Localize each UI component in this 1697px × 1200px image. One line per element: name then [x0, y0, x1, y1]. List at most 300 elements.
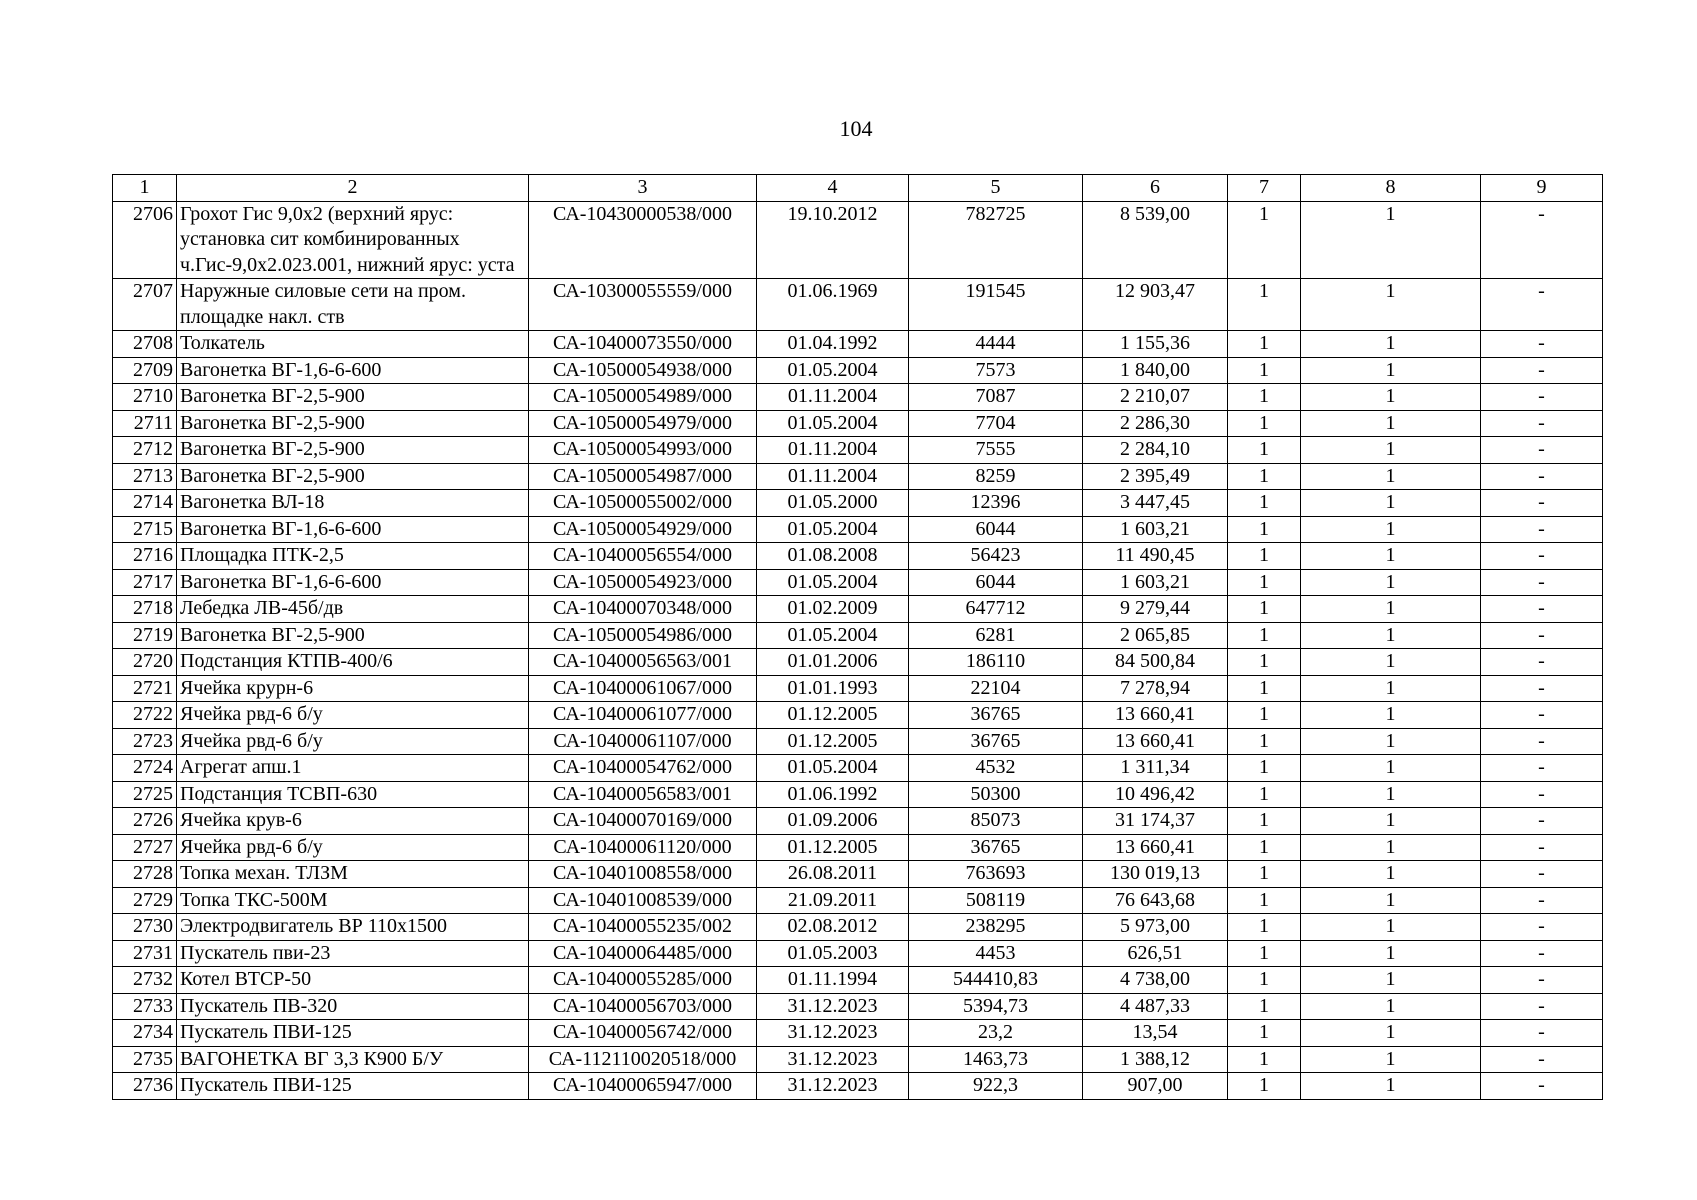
row-number: 2712 [113, 437, 177, 464]
quantity-value: 5394,73 [909, 993, 1083, 1020]
commission-date: 01.05.2004 [757, 569, 909, 596]
commission-date: 01.06.1992 [757, 781, 909, 808]
amount-value: 13 660,41 [1083, 834, 1228, 861]
quantity-value: 922,3 [909, 1073, 1083, 1100]
commission-date: 01.11.2004 [757, 384, 909, 411]
commission-date: 01.11.2004 [757, 437, 909, 464]
item-name: Пускатель пви-23 [177, 940, 529, 967]
quantity-value: 36765 [909, 702, 1083, 729]
row-number: 2722 [113, 702, 177, 729]
quantity-value: 7704 [909, 410, 1083, 437]
row-number: 2734 [113, 1020, 177, 1047]
quantity-value: 7555 [909, 437, 1083, 464]
commission-date: 01.11.2004 [757, 463, 909, 490]
commission-date: 01.08.2008 [757, 543, 909, 570]
row-number: 2727 [113, 834, 177, 861]
table-row [113, 914, 1603, 941]
item-name: Вагонетка ВГ-2,5-900 [177, 384, 529, 411]
table-row [113, 940, 1603, 967]
inventory-code: СА-10400061077/000 [529, 702, 757, 729]
col9-value: - [1481, 490, 1603, 517]
row-number: 2736 [113, 1073, 177, 1100]
col9-value: - [1481, 201, 1603, 279]
table-row [113, 331, 1603, 358]
col8-value: 1 [1301, 516, 1481, 543]
row-number: 2723 [113, 728, 177, 755]
inventory-code: СА-10400061067/000 [529, 675, 757, 702]
commission-date: 01.06.1969 [757, 279, 909, 331]
column-header: 5 [909, 175, 1083, 202]
row-number: 2715 [113, 516, 177, 543]
table-body [113, 201, 1603, 1099]
col8-value: 1 [1301, 384, 1481, 411]
column-header: 3 [529, 175, 757, 202]
item-name: Площадка ПТК-2,5 [177, 543, 529, 570]
col8-value: 1 [1301, 993, 1481, 1020]
inventory-code: СА-10400056703/000 [529, 993, 757, 1020]
col8-value: 1 [1301, 279, 1481, 331]
item-name: Агрегат апш.1 [177, 755, 529, 782]
inventory-code: СА-10400056563/001 [529, 649, 757, 676]
quantity-value: 191545 [909, 279, 1083, 331]
commission-date: 01.01.2006 [757, 649, 909, 676]
col7-value: 1 [1228, 569, 1301, 596]
row-number: 2719 [113, 622, 177, 649]
quantity-value: 6281 [909, 622, 1083, 649]
amount-value: 130 019,13 [1083, 861, 1228, 888]
col8-value: 1 [1301, 490, 1481, 517]
table-row [113, 861, 1603, 888]
row-number: 2714 [113, 490, 177, 517]
col9-value: - [1481, 728, 1603, 755]
item-name: Наружные силовые сети на пром. площадке накл. ств [177, 279, 529, 331]
amount-value: 12 903,47 [1083, 279, 1228, 331]
col7-value: 1 [1228, 967, 1301, 994]
inventory-code: СА-10500054923/000 [529, 569, 757, 596]
col7-value: 1 [1228, 808, 1301, 835]
quantity-value: 22104 [909, 675, 1083, 702]
quantity-value: 8259 [909, 463, 1083, 490]
table-row [113, 516, 1603, 543]
amount-value: 11 490,45 [1083, 543, 1228, 570]
quantity-value: 508119 [909, 887, 1083, 914]
inventory-code: СА-10400055235/002 [529, 914, 757, 941]
column-header: 4 [757, 175, 909, 202]
col9-value: - [1481, 808, 1603, 835]
col8-value: 1 [1301, 596, 1481, 623]
commission-date: 01.01.1993 [757, 675, 909, 702]
col9-value: - [1481, 914, 1603, 941]
table-row [113, 384, 1603, 411]
col7-value: 1 [1228, 649, 1301, 676]
quantity-value: 4453 [909, 940, 1083, 967]
commission-date: 01.12.2005 [757, 834, 909, 861]
item-name: Подстанция КТПВ-400/6 [177, 649, 529, 676]
table-row [113, 410, 1603, 437]
inventory-code: СА-10400055285/000 [529, 967, 757, 994]
col9-value: - [1481, 331, 1603, 358]
col7-value: 1 [1228, 596, 1301, 623]
table-row [113, 1073, 1603, 1100]
quantity-value: 544410,83 [909, 967, 1083, 994]
col7-value: 1 [1228, 781, 1301, 808]
row-number: 2732 [113, 967, 177, 994]
col9-value: - [1481, 543, 1603, 570]
item-name: Вагонетка ВГ-2,5-900 [177, 622, 529, 649]
column-header: 9 [1481, 175, 1603, 202]
row-number: 2729 [113, 887, 177, 914]
inventory-code: СА-10500054986/000 [529, 622, 757, 649]
amount-value: 626,51 [1083, 940, 1228, 967]
row-number: 2711 [113, 410, 177, 437]
item-name: Топка механ. ТЛЗМ [177, 861, 529, 888]
row-number: 2724 [113, 755, 177, 782]
item-name: Вагонетка ВГ-1,6-6-600 [177, 569, 529, 596]
row-number: 2735 [113, 1046, 177, 1073]
column-header: 1 [113, 175, 177, 202]
column-header: 7 [1228, 175, 1301, 202]
commission-date: 01.12.2005 [757, 702, 909, 729]
table-row [113, 649, 1603, 676]
row-number: 2731 [113, 940, 177, 967]
quantity-value: 238295 [909, 914, 1083, 941]
item-name: Ячейка рвд-6 б/у [177, 834, 529, 861]
inventory-code: СА-10400061107/000 [529, 728, 757, 755]
column-header: 6 [1083, 175, 1228, 202]
inventory-code: СА-10400061120/000 [529, 834, 757, 861]
amount-value: 2 395,49 [1083, 463, 1228, 490]
amount-value: 13 660,41 [1083, 702, 1228, 729]
col9-value: - [1481, 622, 1603, 649]
inventory-code: СА-10400056742/000 [529, 1020, 757, 1047]
item-name: Ячейка крув-6 [177, 808, 529, 835]
inventory-code: СА-10500054979/000 [529, 410, 757, 437]
col9-value: - [1481, 967, 1603, 994]
commission-date: 02.08.2012 [757, 914, 909, 941]
col8-value: 1 [1301, 675, 1481, 702]
table-row [113, 596, 1603, 623]
quantity-value: 23,2 [909, 1020, 1083, 1047]
quantity-value: 7573 [909, 357, 1083, 384]
commission-date: 01.05.2004 [757, 410, 909, 437]
amount-value: 13,54 [1083, 1020, 1228, 1047]
amount-value: 2 284,10 [1083, 437, 1228, 464]
table-row [113, 702, 1603, 729]
item-name: Вагонетка ВГ-1,6-6-600 [177, 516, 529, 543]
col9-value: - [1481, 755, 1603, 782]
row-number: 2718 [113, 596, 177, 623]
item-name: Электродвигатель ВР 110х1500 [177, 914, 529, 941]
col8-value: 1 [1301, 702, 1481, 729]
col9-value: - [1481, 437, 1603, 464]
col7-value: 1 [1228, 1020, 1301, 1047]
commission-date: 01.05.2000 [757, 490, 909, 517]
quantity-value: 36765 [909, 728, 1083, 755]
column-header: 2 [177, 175, 529, 202]
commission-date: 01.02.2009 [757, 596, 909, 623]
row-number: 2716 [113, 543, 177, 570]
amount-value: 10 496,42 [1083, 781, 1228, 808]
item-name: Толкатель [177, 331, 529, 358]
col9-value: - [1481, 357, 1603, 384]
col7-value: 1 [1228, 914, 1301, 941]
inventory-code: СА-10400070169/000 [529, 808, 757, 835]
item-name: Вагонетка ВГ-2,5-900 [177, 463, 529, 490]
col9-value: - [1481, 1046, 1603, 1073]
col7-value: 1 [1228, 384, 1301, 411]
col9-value: - [1481, 702, 1603, 729]
row-number: 2733 [113, 993, 177, 1020]
amount-value: 1 388,12 [1083, 1046, 1228, 1073]
col9-value: - [1481, 861, 1603, 888]
col8-value: 1 [1301, 649, 1481, 676]
amount-value: 4 738,00 [1083, 967, 1228, 994]
amount-value: 4 487,33 [1083, 993, 1228, 1020]
col8-value: 1 [1301, 437, 1481, 464]
col7-value: 1 [1228, 279, 1301, 331]
quantity-value: 6044 [909, 516, 1083, 543]
amount-value: 84 500,84 [1083, 649, 1228, 676]
item-name: Ячейка рвд-6 б/у [177, 728, 529, 755]
commission-date: 01.05.2003 [757, 940, 909, 967]
quantity-value: 7087 [909, 384, 1083, 411]
quantity-value: 56423 [909, 543, 1083, 570]
row-number: 2709 [113, 357, 177, 384]
row-number: 2708 [113, 331, 177, 358]
inventory-code: СА-10500054989/000 [529, 384, 757, 411]
col9-value: - [1481, 384, 1603, 411]
col7-value: 1 [1228, 490, 1301, 517]
col9-value: - [1481, 410, 1603, 437]
table-row [113, 755, 1603, 782]
table-row [113, 887, 1603, 914]
col9-value: - [1481, 887, 1603, 914]
col8-value: 1 [1301, 728, 1481, 755]
inventory-code: СА-10400065947/000 [529, 1073, 757, 1100]
quantity-value: 85073 [909, 808, 1083, 835]
amount-value: 5 973,00 [1083, 914, 1228, 941]
item-name: Пускатель ПВ-320 [177, 993, 529, 1020]
quantity-value: 4444 [909, 331, 1083, 358]
col7-value: 1 [1228, 410, 1301, 437]
col7-value: 1 [1228, 516, 1301, 543]
col9-value: - [1481, 596, 1603, 623]
commission-date: 31.12.2023 [757, 1046, 909, 1073]
col7-value: 1 [1228, 1073, 1301, 1100]
commission-date: 31.12.2023 [757, 1020, 909, 1047]
commission-date: 31.12.2023 [757, 993, 909, 1020]
quantity-value: 647712 [909, 596, 1083, 623]
amount-value: 76 643,68 [1083, 887, 1228, 914]
amount-value: 31 174,37 [1083, 808, 1228, 835]
col9-value: - [1481, 834, 1603, 861]
item-name: Ячейка рвд-6 б/у [177, 702, 529, 729]
inventory-code: СА-10400073550/000 [529, 331, 757, 358]
col9-value: - [1481, 463, 1603, 490]
inventory-table [112, 174, 1603, 1100]
item-name: Вагонетка ВЛ-18 [177, 490, 529, 517]
commission-date: 01.05.2004 [757, 516, 909, 543]
inventory-code: СА-10430000538/000 [529, 201, 757, 279]
row-number: 2706 [113, 201, 177, 279]
col7-value: 1 [1228, 940, 1301, 967]
quantity-value: 6044 [909, 569, 1083, 596]
col8-value: 1 [1301, 569, 1481, 596]
col8-value: 1 [1301, 622, 1481, 649]
col9-value: - [1481, 940, 1603, 967]
table-row [113, 728, 1603, 755]
col9-value: - [1481, 516, 1603, 543]
item-name: Топка ТКС-500М [177, 887, 529, 914]
col7-value: 1 [1228, 331, 1301, 358]
col8-value: 1 [1301, 914, 1481, 941]
amount-value: 2 065,85 [1083, 622, 1228, 649]
table-row [113, 1046, 1603, 1073]
inventory-code: СА-10500055002/000 [529, 490, 757, 517]
row-number: 2730 [113, 914, 177, 941]
inventory-code: СА-10500054929/000 [529, 516, 757, 543]
table-row [113, 622, 1603, 649]
col8-value: 1 [1301, 331, 1481, 358]
item-name: Вагонетка ВГ-2,5-900 [177, 410, 529, 437]
commission-date: 01.12.2005 [757, 728, 909, 755]
col8-value: 1 [1301, 1046, 1481, 1073]
col8-value: 1 [1301, 755, 1481, 782]
amount-value: 1 603,21 [1083, 569, 1228, 596]
col7-value: 1 [1228, 993, 1301, 1020]
col8-value: 1 [1301, 781, 1481, 808]
col7-value: 1 [1228, 702, 1301, 729]
col8-value: 1 [1301, 861, 1481, 888]
item-name: Вагонетка ВГ-2,5-900 [177, 437, 529, 464]
inventory-code: СА-10400054762/000 [529, 755, 757, 782]
commission-date: 21.09.2011 [757, 887, 909, 914]
quantity-value: 763693 [909, 861, 1083, 888]
inventory-code: СА-10400056554/000 [529, 543, 757, 570]
quantity-value: 36765 [909, 834, 1083, 861]
col7-value: 1 [1228, 834, 1301, 861]
col9-value: - [1481, 649, 1603, 676]
item-name: Лебедка ЛВ-45б/дв [177, 596, 529, 623]
amount-value: 1 840,00 [1083, 357, 1228, 384]
col8-value: 1 [1301, 940, 1481, 967]
col8-value: 1 [1301, 1020, 1481, 1047]
item-name: Грохот Гис 9,0х2 (верхний ярус: установка сит комбинированных ч.Гис-9,0х2.023.001, нижний ярус: уста [177, 201, 529, 279]
inventory-code: СА-10400056583/001 [529, 781, 757, 808]
col7-value: 1 [1228, 728, 1301, 755]
table-row [113, 201, 1603, 279]
col7-value: 1 [1228, 887, 1301, 914]
commission-date: 01.04.1992 [757, 331, 909, 358]
col7-value: 1 [1228, 357, 1301, 384]
inventory-code: СА-10400064485/000 [529, 940, 757, 967]
amount-value: 9 279,44 [1083, 596, 1228, 623]
inventory-code: СА-10500054938/000 [529, 357, 757, 384]
row-number: 2707 [113, 279, 177, 331]
commission-date: 01.05.2004 [757, 357, 909, 384]
col9-value: - [1481, 1020, 1603, 1047]
quantity-value: 50300 [909, 781, 1083, 808]
row-number: 2721 [113, 675, 177, 702]
table-row [113, 543, 1603, 570]
col7-value: 1 [1228, 861, 1301, 888]
inventory-code: СА-10400070348/000 [529, 596, 757, 623]
row-number: 2713 [113, 463, 177, 490]
commission-date: 19.10.2012 [757, 201, 909, 279]
col8-value: 1 [1301, 201, 1481, 279]
col8-value: 1 [1301, 410, 1481, 437]
amount-value: 2 286,30 [1083, 410, 1228, 437]
table-row [113, 463, 1603, 490]
table-row [113, 569, 1603, 596]
inventory-code: СА-10401008539/000 [529, 887, 757, 914]
col7-value: 1 [1228, 1046, 1301, 1073]
table-row [113, 279, 1603, 331]
table-row [113, 437, 1603, 464]
col7-value: 1 [1228, 437, 1301, 464]
col9-value: - [1481, 279, 1603, 331]
col8-value: 1 [1301, 463, 1481, 490]
column-header: 8 [1301, 175, 1481, 202]
row-number: 2717 [113, 569, 177, 596]
amount-value: 1 311,34 [1083, 755, 1228, 782]
table-row [113, 490, 1603, 517]
col8-value: 1 [1301, 834, 1481, 861]
quantity-value: 4532 [909, 755, 1083, 782]
col9-value: - [1481, 569, 1603, 596]
col8-value: 1 [1301, 967, 1481, 994]
col8-value: 1 [1301, 357, 1481, 384]
quantity-value: 1463,73 [909, 1046, 1083, 1073]
item-name: Вагонетка ВГ-1,6-6-600 [177, 357, 529, 384]
commission-date: 01.11.1994 [757, 967, 909, 994]
table-row [113, 808, 1603, 835]
amount-value: 13 660,41 [1083, 728, 1228, 755]
col9-value: - [1481, 675, 1603, 702]
amount-value: 907,00 [1083, 1073, 1228, 1100]
col7-value: 1 [1228, 675, 1301, 702]
page-number: 104 [839, 116, 873, 141]
col9-value: - [1481, 781, 1603, 808]
quantity-value: 186110 [909, 649, 1083, 676]
col7-value: 1 [1228, 463, 1301, 490]
col8-value: 1 [1301, 543, 1481, 570]
item-name: Ячейка крурн-6 [177, 675, 529, 702]
col7-value: 1 [1228, 543, 1301, 570]
amount-value: 3 447,45 [1083, 490, 1228, 517]
col9-value: - [1481, 993, 1603, 1020]
inventory-code: СА-10300055559/000 [529, 279, 757, 331]
table-row [113, 1020, 1603, 1047]
item-name: Котел ВТСР-50 [177, 967, 529, 994]
item-name: Подстанция ТСВП-630 [177, 781, 529, 808]
table-row [113, 993, 1603, 1020]
row-number: 2728 [113, 861, 177, 888]
commission-date: 31.12.2023 [757, 1073, 909, 1100]
table-row [113, 834, 1603, 861]
quantity-value: 12396 [909, 490, 1083, 517]
amount-value: 7 278,94 [1083, 675, 1228, 702]
col7-value: 1 [1228, 201, 1301, 279]
inventory-code: СА-10500054993/000 [529, 437, 757, 464]
table-row [113, 357, 1603, 384]
table-row [113, 967, 1603, 994]
row-number: 2725 [113, 781, 177, 808]
amount-value: 1 155,36 [1083, 331, 1228, 358]
col9-value: - [1481, 1073, 1603, 1100]
inventory-code: СА-10500054987/000 [529, 463, 757, 490]
col8-value: 1 [1301, 887, 1481, 914]
